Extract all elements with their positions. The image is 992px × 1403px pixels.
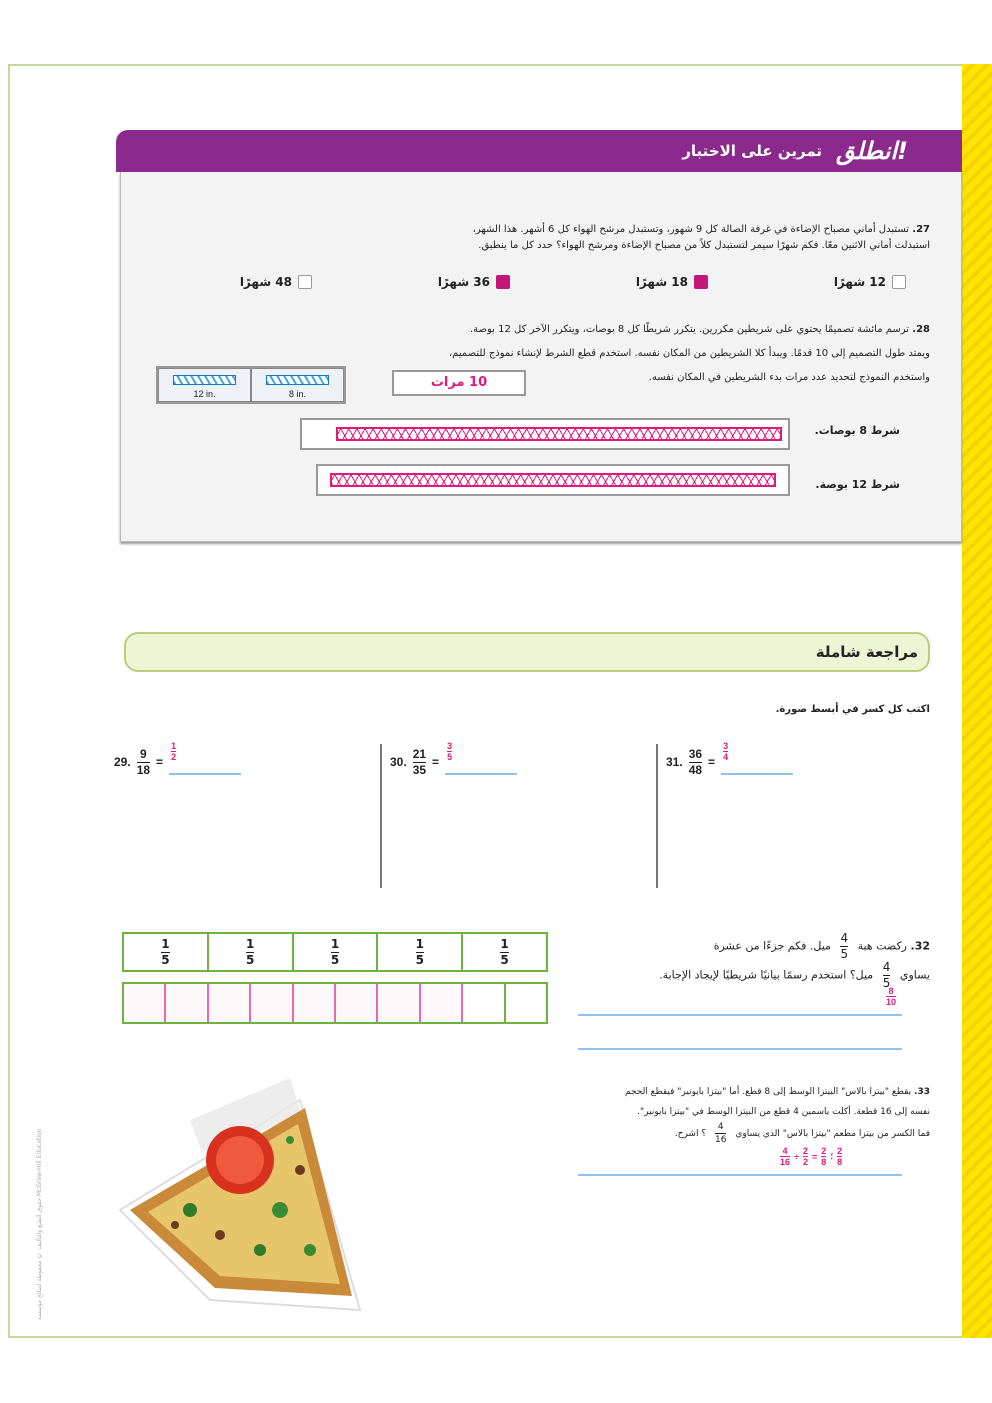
denominator: 5 <box>161 952 170 967</box>
tenth-cell[interactable] <box>336 984 378 1022</box>
numerator: 4 <box>717 1122 724 1132</box>
numerator: 8 <box>888 986 894 996</box>
strip-8-box[interactable] <box>300 418 790 450</box>
checkbox-icon[interactable] <box>298 275 312 289</box>
problem-29 <box>114 742 241 782</box>
pizza-slice-image <box>90 1060 390 1322</box>
model-label: 8 in. <box>288 389 306 399</box>
denominator: 5 <box>447 752 453 762</box>
fifths-bar <box>122 932 548 972</box>
strip-models <box>156 366 346 404</box>
q32-line1a: ركضت هبة <box>857 939 907 953</box>
numerator: 3 <box>723 741 729 751</box>
numerator: 9 <box>140 746 147 761</box>
strip-pattern-icon <box>173 375 237 385</box>
q33-line3b: ؟ اشرح. <box>674 1129 707 1139</box>
q27-line1: تستبدل أماني مصباح الإضاءة في غرفة الصالة كل 9 شهور، وتستبدل مرشح الهواء كل 6 أشهر. هذا الشهر، <box>472 224 910 235</box>
numerator: 2 <box>802 1146 808 1156</box>
fraction <box>331 938 339 967</box>
checkbox-checked-icon[interactable] <box>496 275 510 289</box>
denominator: 35 <box>412 762 427 777</box>
header-subtitle: تمرين على الاختبار <box>682 142 823 160</box>
fifth-cell[interactable] <box>124 934 209 970</box>
review-title: مراجعة شاملة <box>815 643 918 661</box>
numerator: 1 <box>500 936 509 951</box>
fifth-cell[interactable] <box>378 934 463 970</box>
strip-12-fill <box>330 473 776 487</box>
fraction <box>161 938 169 967</box>
fraction <box>840 932 848 961</box>
header-title: انطلق! <box>836 137 908 165</box>
answer-fraction <box>447 741 452 762</box>
answer-line[interactable] <box>721 741 793 775</box>
strip-12-box[interactable] <box>316 464 790 496</box>
q33-line2: نفسه إلى 16 قطعة. أكلت ياسمين 4 قطع من البيتزا الوسط في "بيتزا بايونير". <box>637 1107 930 1117</box>
numerator: 2 <box>837 1146 843 1156</box>
strip-8-fill <box>336 427 782 441</box>
numerator: 3 <box>447 741 453 751</box>
numerator: 1 <box>415 936 424 951</box>
checkbox-icon[interactable] <box>892 275 906 289</box>
model-label: 12 in. <box>193 389 216 399</box>
answer-line[interactable] <box>169 741 241 775</box>
divider <box>656 744 658 888</box>
denominator: 5 <box>500 952 509 967</box>
numerator: 36 <box>688 746 703 761</box>
problem-number: 30. <box>390 755 407 769</box>
operator: ÷ <box>794 1151 799 1162</box>
numerator: 4 <box>840 931 849 945</box>
q32-text <box>590 932 930 990</box>
checkbox-checked-icon[interactable] <box>694 275 708 289</box>
q27-option-label: 18 شهرًا <box>635 275 688 289</box>
q33-answer-line[interactable] <box>578 1174 902 1176</box>
denominator: 48 <box>688 762 703 777</box>
equals-sign: = <box>708 755 716 769</box>
q33-line3a: فما الكسر من بيتزا مطعم "بيتزا بالاس" الذي يساوي <box>735 1129 930 1139</box>
equals-sign: = <box>432 755 440 769</box>
q27-option-12[interactable] <box>834 272 906 292</box>
q28-line1: ترسم مائشة تصميمًا يحتوي على شريطين مكررين. يتكرر شريطًا كل 8 بوصات، ويتكرر الآخر كل 12 بوصة. <box>469 324 910 335</box>
q27-option-label: 12 شهرًا <box>833 275 886 289</box>
answer-fraction <box>723 741 728 762</box>
tenth-cell[interactable] <box>378 984 420 1022</box>
q33-line1: يقطع "بيتزا بالاس" البيتزا الوسط إلى 8 قطع. أما "بيتزا بايونير" فيقطع الحجم <box>624 1087 912 1097</box>
fraction <box>413 748 426 777</box>
denominator: 5 <box>330 952 340 967</box>
q27-text <box>230 222 930 254</box>
model-12in[interactable] <box>158 368 251 402</box>
q32-number: 32. <box>910 939 930 953</box>
denominator: 5 <box>415 952 424 967</box>
q33-number: 33. <box>914 1087 930 1097</box>
tenth-cell[interactable] <box>463 984 505 1022</box>
denominator: 8 <box>821 1157 827 1167</box>
q27-option-label: 48 شهرًا <box>239 275 292 289</box>
header-band <box>116 130 962 172</box>
tenth-cell[interactable] <box>421 984 463 1022</box>
q28-number: 28. <box>912 324 930 335</box>
numerator: 2 <box>821 1146 827 1156</box>
model-8in[interactable] <box>251 368 344 402</box>
yellow-edge-strip <box>962 64 992 1338</box>
q33-text <box>500 1082 930 1145</box>
fraction <box>500 938 508 967</box>
q27-options <box>230 272 906 292</box>
fraction <box>137 748 150 777</box>
review-instruction: اكتب كل كسر في أبسط صورة. <box>775 704 930 715</box>
fraction <box>689 748 702 777</box>
answer-line[interactable] <box>445 741 517 775</box>
equals-sign: = <box>156 755 164 769</box>
q32-line2b: ميل؟ استخدم رسمًا بيانيًا شريطيًا لإيجاد الإجابة. <box>659 968 874 982</box>
q32-line1b: ميل. فكم جزءًا من عشرة <box>713 939 831 953</box>
denominator: 8 <box>837 1157 843 1167</box>
numerator: 1 <box>246 936 255 951</box>
denominator: 2 <box>802 1157 808 1167</box>
numerator: 4 <box>882 960 891 974</box>
copyright-note: حقوق الطبع والتأليف © محفوظة لصالح مؤسسة McGraw-Hill Education <box>36 1128 43 1320</box>
denominator: 5 <box>246 952 255 967</box>
q32-answer-line[interactable] <box>578 1014 902 1016</box>
divider <box>380 744 382 888</box>
fifth-cell[interactable] <box>209 934 294 970</box>
q27-line2: استبدلت أماني الاثنين معًا. فكم شهرًا سيمر لتستبدل كلاً من مصباح الإضاءة ومرشح الهواء؟ حدد كل ما ينطبق. <box>478 240 930 251</box>
tenth-cell[interactable] <box>506 984 546 1022</box>
fraction <box>416 938 424 967</box>
strip-pattern-icon <box>266 375 330 385</box>
pizza-icon <box>90 1060 390 1322</box>
problem-30 <box>390 742 517 782</box>
q27-option-label: 36 شهرًا <box>437 275 490 289</box>
numerator: 1 <box>330 936 340 951</box>
operator: = <box>811 1151 818 1162</box>
numerator: 4 <box>782 1146 788 1156</box>
tenth-cell[interactable] <box>209 984 251 1022</box>
q27-option-18[interactable] <box>636 272 708 292</box>
tenth-cell[interactable] <box>294 984 336 1022</box>
fifth-cell[interactable] <box>294 934 379 970</box>
fraction <box>715 1122 726 1145</box>
denominator: 5 <box>840 947 849 961</box>
tenth-cell[interactable] <box>124 984 166 1022</box>
q32-line2a: يساوي <box>899 968 930 982</box>
denominator: 18 <box>136 762 151 777</box>
numerator: 1 <box>171 741 177 751</box>
denominator: 4 <box>723 752 729 762</box>
q28-line3: واستخدم النموذج لتحديد عدد مرات بدء الشريطين في المكان نفسه. <box>648 372 930 383</box>
problem-number: 29. <box>114 755 131 769</box>
denominator: 2 <box>171 752 177 762</box>
tenth-cell[interactable] <box>166 984 208 1022</box>
denominator: 5 <box>882 976 891 990</box>
denominator: 16 <box>780 1157 791 1167</box>
strip-8-label: شرط 8 بوصات. <box>814 424 900 437</box>
work-fraction <box>821 1146 826 1167</box>
fraction <box>246 938 254 967</box>
q27-option-48[interactable] <box>240 272 312 292</box>
work-fraction <box>837 1146 842 1167</box>
numerator: 1 <box>161 936 170 951</box>
q33-work <box>780 1146 842 1167</box>
q32-answer-fraction <box>886 986 896 1007</box>
strip-12-label: شرط 12 بوصة. <box>815 478 900 491</box>
q32-answer-line-2[interactable] <box>578 1048 902 1050</box>
q28-answer-box[interactable]: 10 مرات <box>392 370 526 396</box>
denominator: 10 <box>886 997 897 1007</box>
work-fraction <box>780 1146 790 1167</box>
fifth-cell[interactable] <box>463 934 546 970</box>
q28-line2: ويمتد طول التصميم إلى 10 قدمًا. ويبدأ كلا الشريطين من المكان نفسه. استخدم قطع الشرط لإنشاء نموذج للتصميم، <box>448 348 930 359</box>
work-fraction <box>803 1146 808 1167</box>
answer-fraction <box>171 741 176 762</box>
problem-31 <box>666 742 793 782</box>
tenth-cell[interactable] <box>251 984 293 1022</box>
operator: ؛ <box>830 1151 834 1161</box>
tenths-bar <box>122 982 548 1024</box>
numerator: 21 <box>412 746 427 761</box>
denominator: 16 <box>714 1135 727 1145</box>
q27-number: 27. <box>912 224 930 235</box>
q27-option-36[interactable] <box>438 272 510 292</box>
problem-number: 31. <box>666 755 683 769</box>
review-band <box>124 632 930 672</box>
